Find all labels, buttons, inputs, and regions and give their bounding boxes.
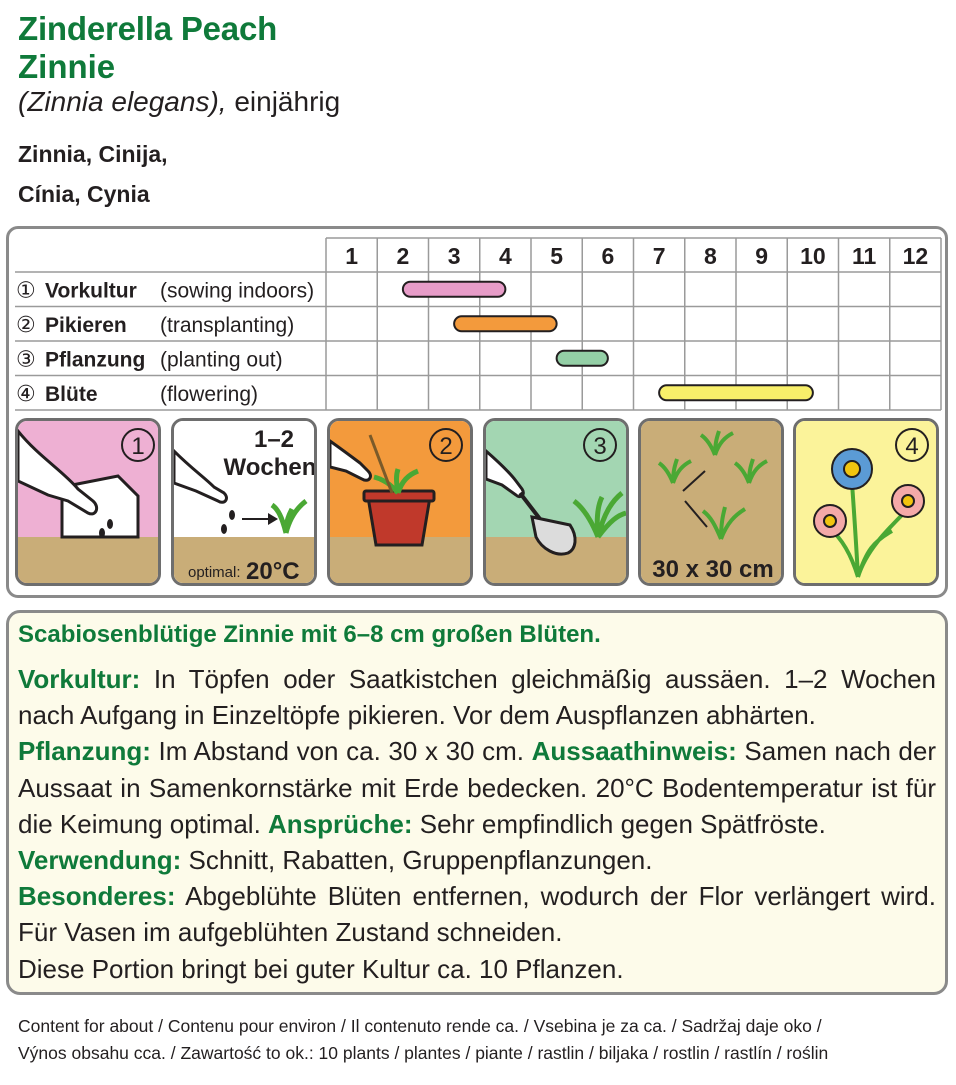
info-text: Sehr empfindlich gegen Spätfröste. bbox=[412, 808, 826, 839]
info-label: Ansprüche: bbox=[268, 808, 413, 839]
flower-pot-icon bbox=[368, 497, 430, 545]
calendar-row-label: Vorkultur bbox=[45, 279, 137, 303]
pink-flower-icon bbox=[892, 485, 924, 517]
info-text: Samen nach der Aussaat in Samenkornstärke mit Erde bedecken. 20°C Bodentemperatur ist für die Keimung optimal. bbox=[18, 736, 936, 839]
germination-time-range: 1–2 bbox=[253, 426, 295, 453]
month-header: 6 bbox=[601, 243, 615, 269]
info-body bbox=[18, 661, 936, 987]
step-panel-sowing bbox=[15, 418, 161, 586]
info-text: In Töpfen oder Saatkistchen gleichmäßig aussäen. 1–2 Wochen nach Aufgang in Einzeltöpfe pikieren. Vor dem Auspflanzen abhärten. bbox=[18, 664, 936, 731]
step-panel-transplanting bbox=[327, 418, 473, 586]
other-names-line-2: Cínia, Cynia bbox=[18, 181, 150, 207]
seed-icon bbox=[221, 524, 227, 534]
calendar-row-translation: (flowering) bbox=[160, 382, 259, 406]
month-header: 5 bbox=[550, 243, 564, 269]
product-title: Zinderella Peach bbox=[18, 10, 278, 47]
calendar-bar bbox=[403, 282, 506, 297]
info-paragraph-besonderes bbox=[18, 878, 936, 950]
info-label: Besonderes: bbox=[18, 881, 176, 912]
footer-line-2: Výnos obsahu cca. / Zawartość to ok.: 10 plants / plantes / piante / rastlin / biljaka / rostlin / rastlín / roślin bbox=[18, 1043, 829, 1063]
step-marker: ① bbox=[16, 278, 36, 304]
content-footer bbox=[18, 1013, 948, 1067]
info-paragraph-verwendung bbox=[18, 842, 936, 878]
calendar-row-translation: (planting out) bbox=[160, 348, 283, 372]
month-header: 1 bbox=[345, 243, 359, 269]
product-subtitle: Zinnie bbox=[18, 48, 116, 85]
step-marker-number: 2 bbox=[439, 433, 453, 460]
info-headline: Scabiosenblütige Zinnie mit 6–8 cm großen Blüten. bbox=[18, 621, 601, 648]
other-names-line-1: Zinnia, Cinija, bbox=[18, 141, 168, 167]
optimal-temperature: 20°C bbox=[246, 558, 300, 585]
plant-spacing: 30 x 30 cm bbox=[652, 556, 774, 583]
calendar-bar bbox=[454, 316, 557, 331]
info-label: Pflanzung: bbox=[18, 736, 151, 767]
calendar-bar bbox=[659, 385, 813, 400]
step-marker-number: 3 bbox=[593, 433, 607, 460]
step-panel-planting-out bbox=[483, 418, 629, 586]
lifecycle: einjährig bbox=[234, 86, 341, 117]
month-header: 10 bbox=[800, 243, 826, 269]
month-header: 2 bbox=[396, 243, 410, 269]
optimal-label: optimal: bbox=[188, 564, 241, 581]
calendar-row-label: Pikieren bbox=[45, 313, 127, 337]
info-label: Vorkultur: bbox=[18, 664, 141, 694]
seed-icon bbox=[99, 528, 105, 538]
month-header: 8 bbox=[703, 243, 717, 269]
calendar-row-translation: (transplanting) bbox=[160, 313, 295, 337]
month-header: 7 bbox=[652, 243, 666, 269]
step-marker: ③ bbox=[16, 347, 36, 373]
calendar-bar bbox=[557, 351, 608, 366]
latin-name: (Zinnia elegans), bbox=[18, 86, 227, 117]
info-text: Im Abstand von ca. 30 x 30 cm. bbox=[150, 736, 532, 767]
calendar-row-translation: (sowing indoors) bbox=[160, 279, 315, 303]
month-header: 11 bbox=[851, 243, 877, 269]
month-header: 4 bbox=[498, 243, 512, 269]
seed-icon bbox=[107, 519, 113, 529]
month-header: 3 bbox=[447, 243, 461, 269]
info-paragraph-portion: Diese Portion bringt bei guter Kultur ca. 10 Pflanzen. bbox=[18, 953, 624, 984]
step-marker: ④ bbox=[16, 381, 36, 407]
info-paragraph-pflanzung bbox=[18, 733, 936, 842]
soil bbox=[18, 537, 161, 586]
footer-line-1: Content for about / Contenu pour environ / Il contenuto rende ca. / Vsebina je za ca. / Sadržaj daje oko / bbox=[18, 1016, 822, 1036]
step-panel-flowering bbox=[793, 418, 939, 586]
month-header: 9 bbox=[755, 243, 769, 269]
info-paragraph-vorkultur bbox=[18, 661, 936, 733]
info-text: Abgeblühte Blüten entfernen, wodurch der Flor verlängert wird. Für Vasen im aufgeblühten Zustand schneiden. bbox=[18, 881, 936, 948]
germination-time-unit: Wochen bbox=[223, 454, 317, 481]
info-text: Schnitt, Rabatten, Gruppenpflanzungen. bbox=[181, 845, 653, 876]
blue-flower-icon bbox=[832, 449, 872, 489]
info-label: Aussaathinweis: bbox=[531, 736, 737, 767]
calendar-row-label: Blüte bbox=[45, 382, 98, 406]
step-panel-germination bbox=[171, 418, 317, 586]
pink-flower-icon bbox=[814, 505, 846, 537]
month-header: 12 bbox=[902, 243, 929, 269]
step-marker-number: 4 bbox=[905, 433, 919, 460]
step-marker-number: 1 bbox=[131, 433, 145, 460]
calendar-row-label: Pflanzung bbox=[45, 348, 146, 372]
seed-icon bbox=[229, 510, 235, 520]
step-panel-spacing bbox=[638, 418, 784, 586]
step-marker: ② bbox=[16, 312, 36, 338]
info-label: Verwendung: bbox=[18, 845, 182, 876]
